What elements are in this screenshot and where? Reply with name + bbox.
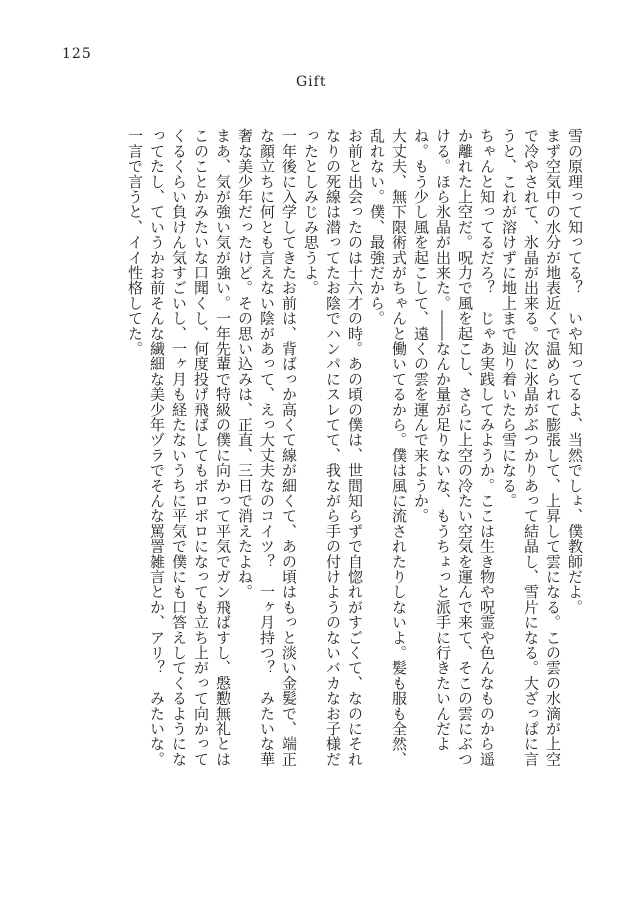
paragraph-2: まず空気中の水分が地表近くで温められて膨張して、上昇して雲になる。この雲の水滴が上空で冷やされて、氷晶が出来る。次に氷晶がぶつかりあって結晶し、雪片になる。大ざっぱに言うと、これが溶けずに地上まで辿り着いたら雪になる。 (500, 128, 562, 767)
paragraph-5: お前と出会ったのは十六才の時。あの頃の僕は、世間知らずで自惚れがすごくて、なのにそれなりの死線は潜ってたお陰でハンパにスレてて、我ながら手の付けようのないバカなお子様だったとしみじみ思うよ。 (302, 128, 364, 767)
paragraph-3: ちゃんと知ってるだろ？ じゃあ実践してみようか。ここは生き物や呪霊や色んなものから遥か離れた上空だ。呪力で風を起こし、さらに上空の冷たい空気を運んで来て、そこの雲にぶつける。ほら氷晶が出来た。――なんか量が足りないな、もうちょっと派手に行きたいんだよね。もう少し風を起こして、遠くの雲を運んで来ようか。 (412, 128, 496, 767)
paragraph-7: まあ、気が強い気が強い。一年先輩で特級の僕に向かって平気でガン飛ばすし、慇懃無礼とはこのことかみたいな口聞くし、何度投げ飛ばしてもボロボロになっても立ち上がって向かってくるくらい負けん気すごいし、一ヶ月も経たないうちに平気で僕にも口答えしてくるようになってたし、ていうかお前そんな繊細な美少年ヅラでそんな罵詈雑言とか、アリ？ みたいな。一言で言うと、イイ性格してた。 (126, 128, 232, 767)
paragraph-6: 一年後に入学してきたお前は、背ばっか高くて線が細くて、あの頃はもっと淡い金髪で、端正な顔立ちに何とも言えない陰があって、えっ大丈夫なのコイツ？ 一ヶ月持つ？ みたいな華奢な美少年だったけど。その思い込みは、正直、三日で消えたよね。 (236, 128, 298, 767)
paragraph-4: 大丈夫、無下限術式がちゃんと働いてるから。僕は風に流されたりしないよ。髪も服も全然、乱れない。僕、最強だから。 (368, 128, 408, 767)
body-text (58, 128, 586, 768)
page-number: 125 (62, 46, 92, 62)
chapter-title: Gift (296, 74, 327, 90)
paragraph-1: 雪の原理って知ってる？ いや知ってるよ、当然でしょ、僕教師だよ。 (566, 128, 584, 615)
